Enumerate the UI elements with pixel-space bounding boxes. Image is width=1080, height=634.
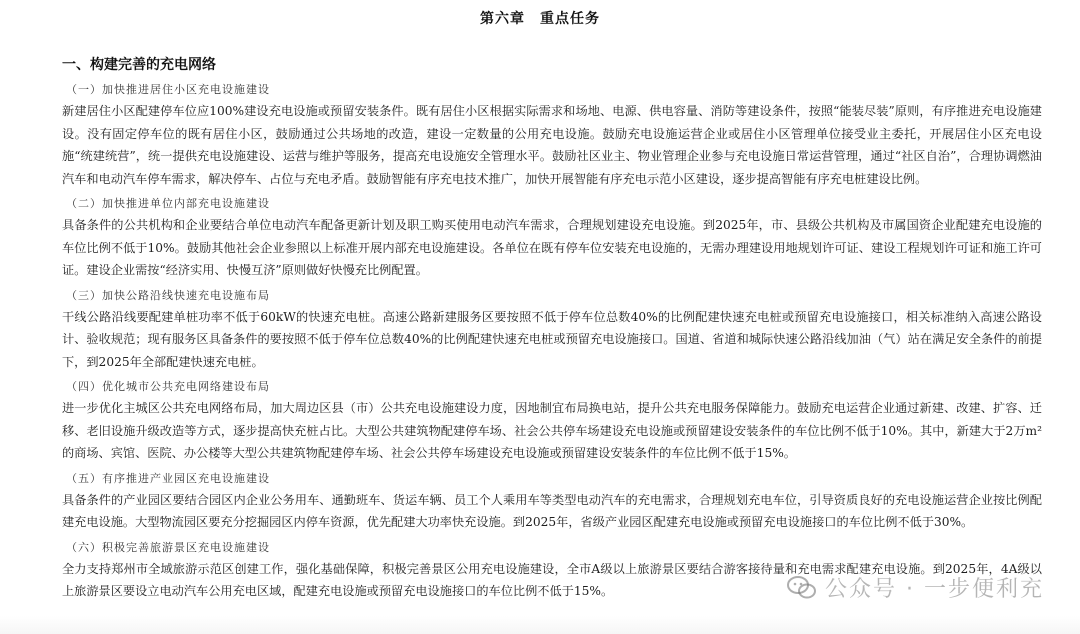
watermark-text: 公众号 · 一步便利充 xyxy=(825,577,1044,602)
subsection-paragraph-3: 干线公路沿线要配建单桩功率不低于60kW的快速充电桩。高速公路新建服务区要按照不低于停车位总数40%的比例配建快速充电桩或预留充电设施接口，相关标准纳入高速公路设计、验收规范；现有服务区具备条件的要按照不低于停车位总数40%的比例配建快速充电桩或预留充电设施接口。国道、省道和城际快速公路沿线加油（气）站在满足安全条件的前提下，到2025年全部配建快速充电桩。 xyxy=(62,309,1042,369)
subsection-heading-4: （四）优化城市公共充电网络建设布局 xyxy=(66,380,270,393)
subsection-paragraph-6: 全力支持郑州市全域旅游示范区创建工作，强化基础保障，积极完善景区公用充电设施建设，全市A级以上旅游景区要结合游客接待量和充电需求配建充电设施。到2025年，4A级以上旅游景区要设立电动汽车公用充电区域，配建充电设施或预留充电设施接口的车位比例不低于15%。 xyxy=(62,561,1042,598)
bottom-fade xyxy=(0,616,1080,634)
subsection-heading-5: （五）有序推进产业园区充电设施建设 xyxy=(66,471,270,485)
subsection-paragraph-5: 具备条件的产业园区要结合园区内企业公务用车、通勤班车、货运车辆、员工个人乘用车等类型电动汽车的充电需求，合理规划充电车位，引导资质良好的充电设施运营企业按比例配建充电设施。大型物流园区要充分挖掘园区内停车资源，优先配建大功率快充设施。到2025年，省级产业园区配建充电设施或预留充电设施接口的车位比例不低于30%。 xyxy=(62,492,1042,529)
subsection-heading-3: （三）加快公路沿线快速充电设施布局 xyxy=(66,288,270,302)
subsection-paragraph-4: 进一步优化主城区公共充电网络布局，加大周边区县（市）公共充电设施建设力度，因地制宜布局换电站，提升公共充电服务保障能力。鼓励充电运营企业通过新建、改建、扩容、迁移、老旧设施升级改造等方式，逐步提高快充桩占比。大型公共建筑物配建停车场、社会公共停车场建设充电设施或预留建设安装条件的车位比例不低于10%。其中，新建大于2万m²的商场、宾馆、医院、办公楼等大型公共建筑物配建停车场、社会公共停车场建设充电设施或预留建设安装条件的车位比例不低于15%。 xyxy=(62,401,1042,460)
section-heading: 一、构建完善的充电网络 xyxy=(62,57,216,73)
subsection-paragraph-1: 新建居住小区配建停车位应100%建设充电设施或预留安装条件。既有居住小区根据实际需求和场地、电源、供电容量、消防等建设条件，按照“能装尽装”原则，有序推进充电设施建设。没有固定停车位的既有居住小区，鼓励通过公共场地的改造，建设一定数量的公用充电设施。鼓励充电设施运营企业或居住小区管理单位接受业主委托，开展居住小区充电设施“统建统营”，统一提供充电设施建设、运营与维护等服务，提高充电设施安全管理水平。鼓励社区业主、物业管理企业参与充电设施日常运营管理，通过“社区自治”，合理协调燃油汽车和电动汽车停车需求，解决停车、占位与充电矛盾。鼓励智能有序充电技术推广，加快开展智能有序充电示范小区建设，逐步提高智能有序充电桩建设比例。 xyxy=(62,104,1042,186)
chapter-title: 第六章 重点任务 xyxy=(480,11,600,27)
subsection-paragraph-2: 具备条件的公共机构和企业要结合单位电动汽车配备更新计划及职工购买使用电动汽车需求，合理规划建设充电设施。到2025年，市、县级公共机构及市属国资企业配建充电设施的车位比例不低于10%。鼓励其他社会企业参照以上标准开展内部充电设施建设。各单位在既有停车位安装充电设施的，无需办理建设用地规划许可证、建设工程规划许可证和施工许可证。建设企业需按“经济实用、快慢互济”原则做好快慢充比例配置。 xyxy=(62,218,1042,277)
subsection-heading-1: （一）加快推进居住小区充电设施建设 xyxy=(66,83,270,96)
document-body xyxy=(62,54,1042,603)
subsection-heading-2: （二）加快推进单位内部充电设施建设 xyxy=(66,197,270,210)
subsection-heading-6: （六）积极完善旅游景区充电设施建设 xyxy=(66,540,270,554)
